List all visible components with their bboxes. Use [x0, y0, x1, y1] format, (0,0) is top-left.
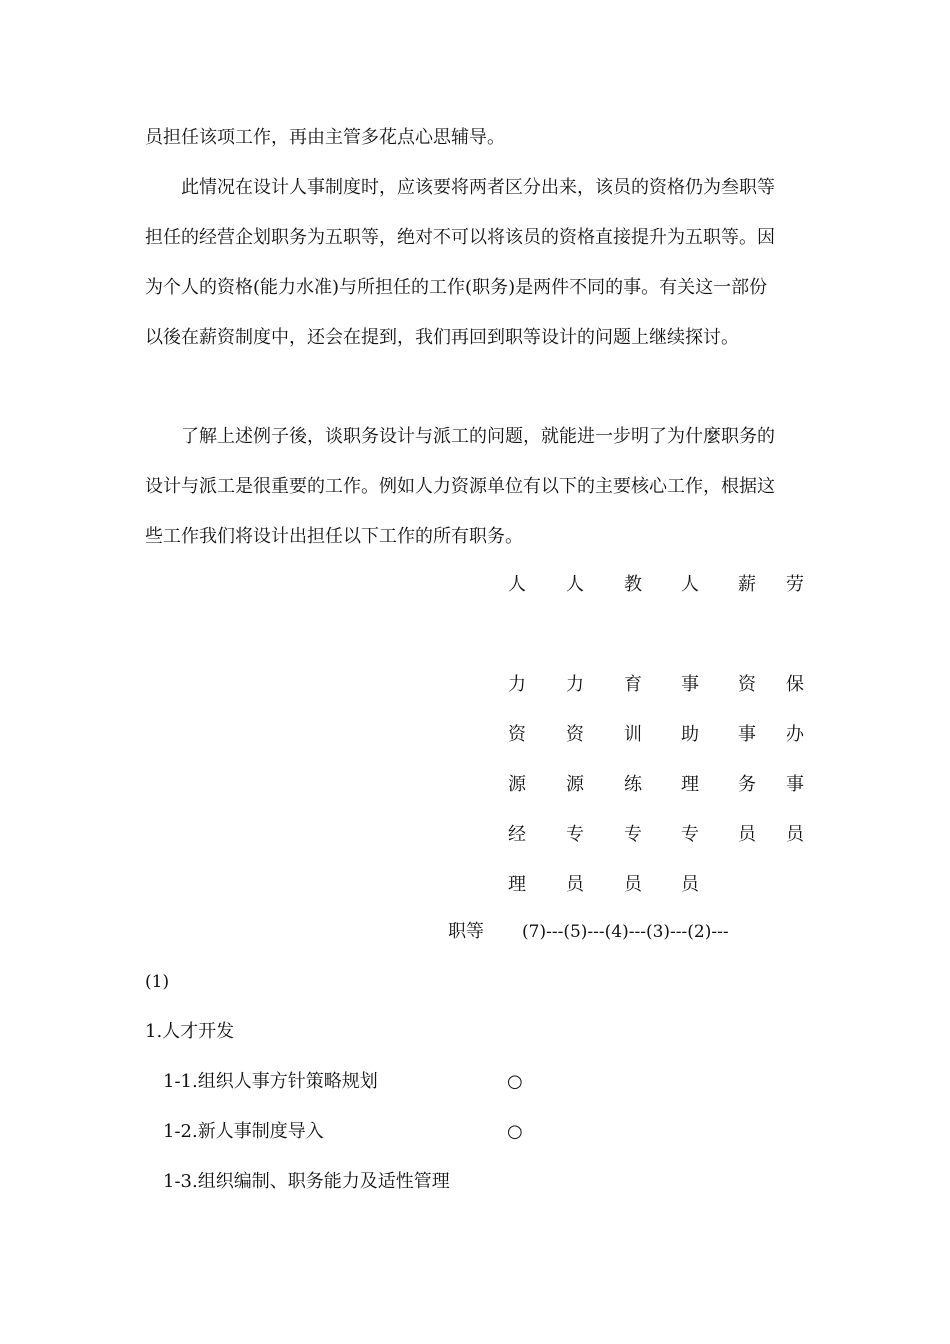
paragraph-line: 担任的经营企划职务为五职等，绝对不可以将该员的资格直接提升为五职等。因	[145, 227, 775, 248]
position-char: 员	[786, 824, 804, 845]
paragraph-line: 员担任该项工作，再由主管多花点心思辅导。	[145, 127, 505, 148]
task-item: 1-1.组织人事方针策略规划	[163, 1071, 378, 1092]
position-char: 专	[624, 824, 642, 845]
position-char: 人	[566, 574, 584, 595]
position-char: 薪	[738, 574, 756, 595]
task-item: 1-3.组织编制、职务能力及适性管理	[163, 1171, 450, 1192]
circle-mark-icon: ○	[507, 1121, 523, 1142]
position-char: 保	[786, 674, 804, 695]
position-char: 力	[566, 674, 584, 695]
position-char: 教	[624, 574, 642, 595]
position-char: 人	[681, 574, 699, 595]
paragraph-line: 了解上述例子後，谈职务设计与派工的问题，就能进一步明了为什麼职务的	[181, 426, 775, 447]
position-char: 办	[786, 724, 804, 745]
paragraph-line: 以後在薪资制度中，还会在提到，我们再回到职等设计的问题上继续探讨。	[145, 327, 739, 348]
position-char: 源	[566, 774, 584, 795]
section-title: 1.人才开发	[145, 1021, 235, 1042]
position-char: 员	[738, 824, 756, 845]
position-char: 训	[624, 724, 642, 745]
grade-label: 职等	[448, 921, 484, 942]
position-char: 育	[624, 674, 642, 695]
grade-sequence: (7)---(5)---(4)---(3)---(2)---	[522, 922, 729, 942]
position-char: 力	[508, 674, 526, 695]
position-char: 事	[738, 724, 756, 745]
position-char: 事	[681, 674, 699, 695]
position-char: 源	[508, 774, 526, 795]
task-item: 1-2.新人事制度导入	[163, 1121, 324, 1142]
position-char: 事	[786, 774, 804, 795]
position-char: 助	[681, 724, 699, 745]
paragraph-line: 为个人的资格(能力水准)与所担任的工作(职务)是两件不同的事。有关这一部份	[145, 277, 768, 298]
position-char: 资	[566, 724, 584, 745]
position-columns	[505, 570, 815, 900]
position-char: 经	[508, 824, 526, 845]
position-char: 专	[566, 824, 584, 845]
position-char: 练	[624, 774, 642, 795]
position-char: 人	[508, 574, 526, 595]
paragraph-line: 设计与派工是很重要的工作。例如人力资源单位有以下的主要核心工作，根据这	[145, 476, 775, 497]
paragraph-line: 些工作我们将设计出担任以下工作的所有职务。	[145, 526, 523, 547]
position-char: 员	[566, 874, 584, 895]
circle-mark-icon: ○	[507, 1071, 523, 1092]
grade-sequence-tail: (1)	[145, 972, 170, 992]
position-char: 务	[738, 774, 756, 795]
position-char: 理	[681, 774, 699, 795]
position-char: 资	[508, 724, 526, 745]
position-char: 专	[681, 824, 699, 845]
position-char: 员	[624, 874, 642, 895]
position-char: 理	[508, 874, 526, 895]
position-char: 员	[681, 874, 699, 895]
position-char: 劳	[786, 574, 804, 595]
position-char: 资	[738, 674, 756, 695]
paragraph-line: 此情况在设计人事制度时，应该要将两者区分出来，该员的资格仍为叁职等	[181, 177, 775, 198]
